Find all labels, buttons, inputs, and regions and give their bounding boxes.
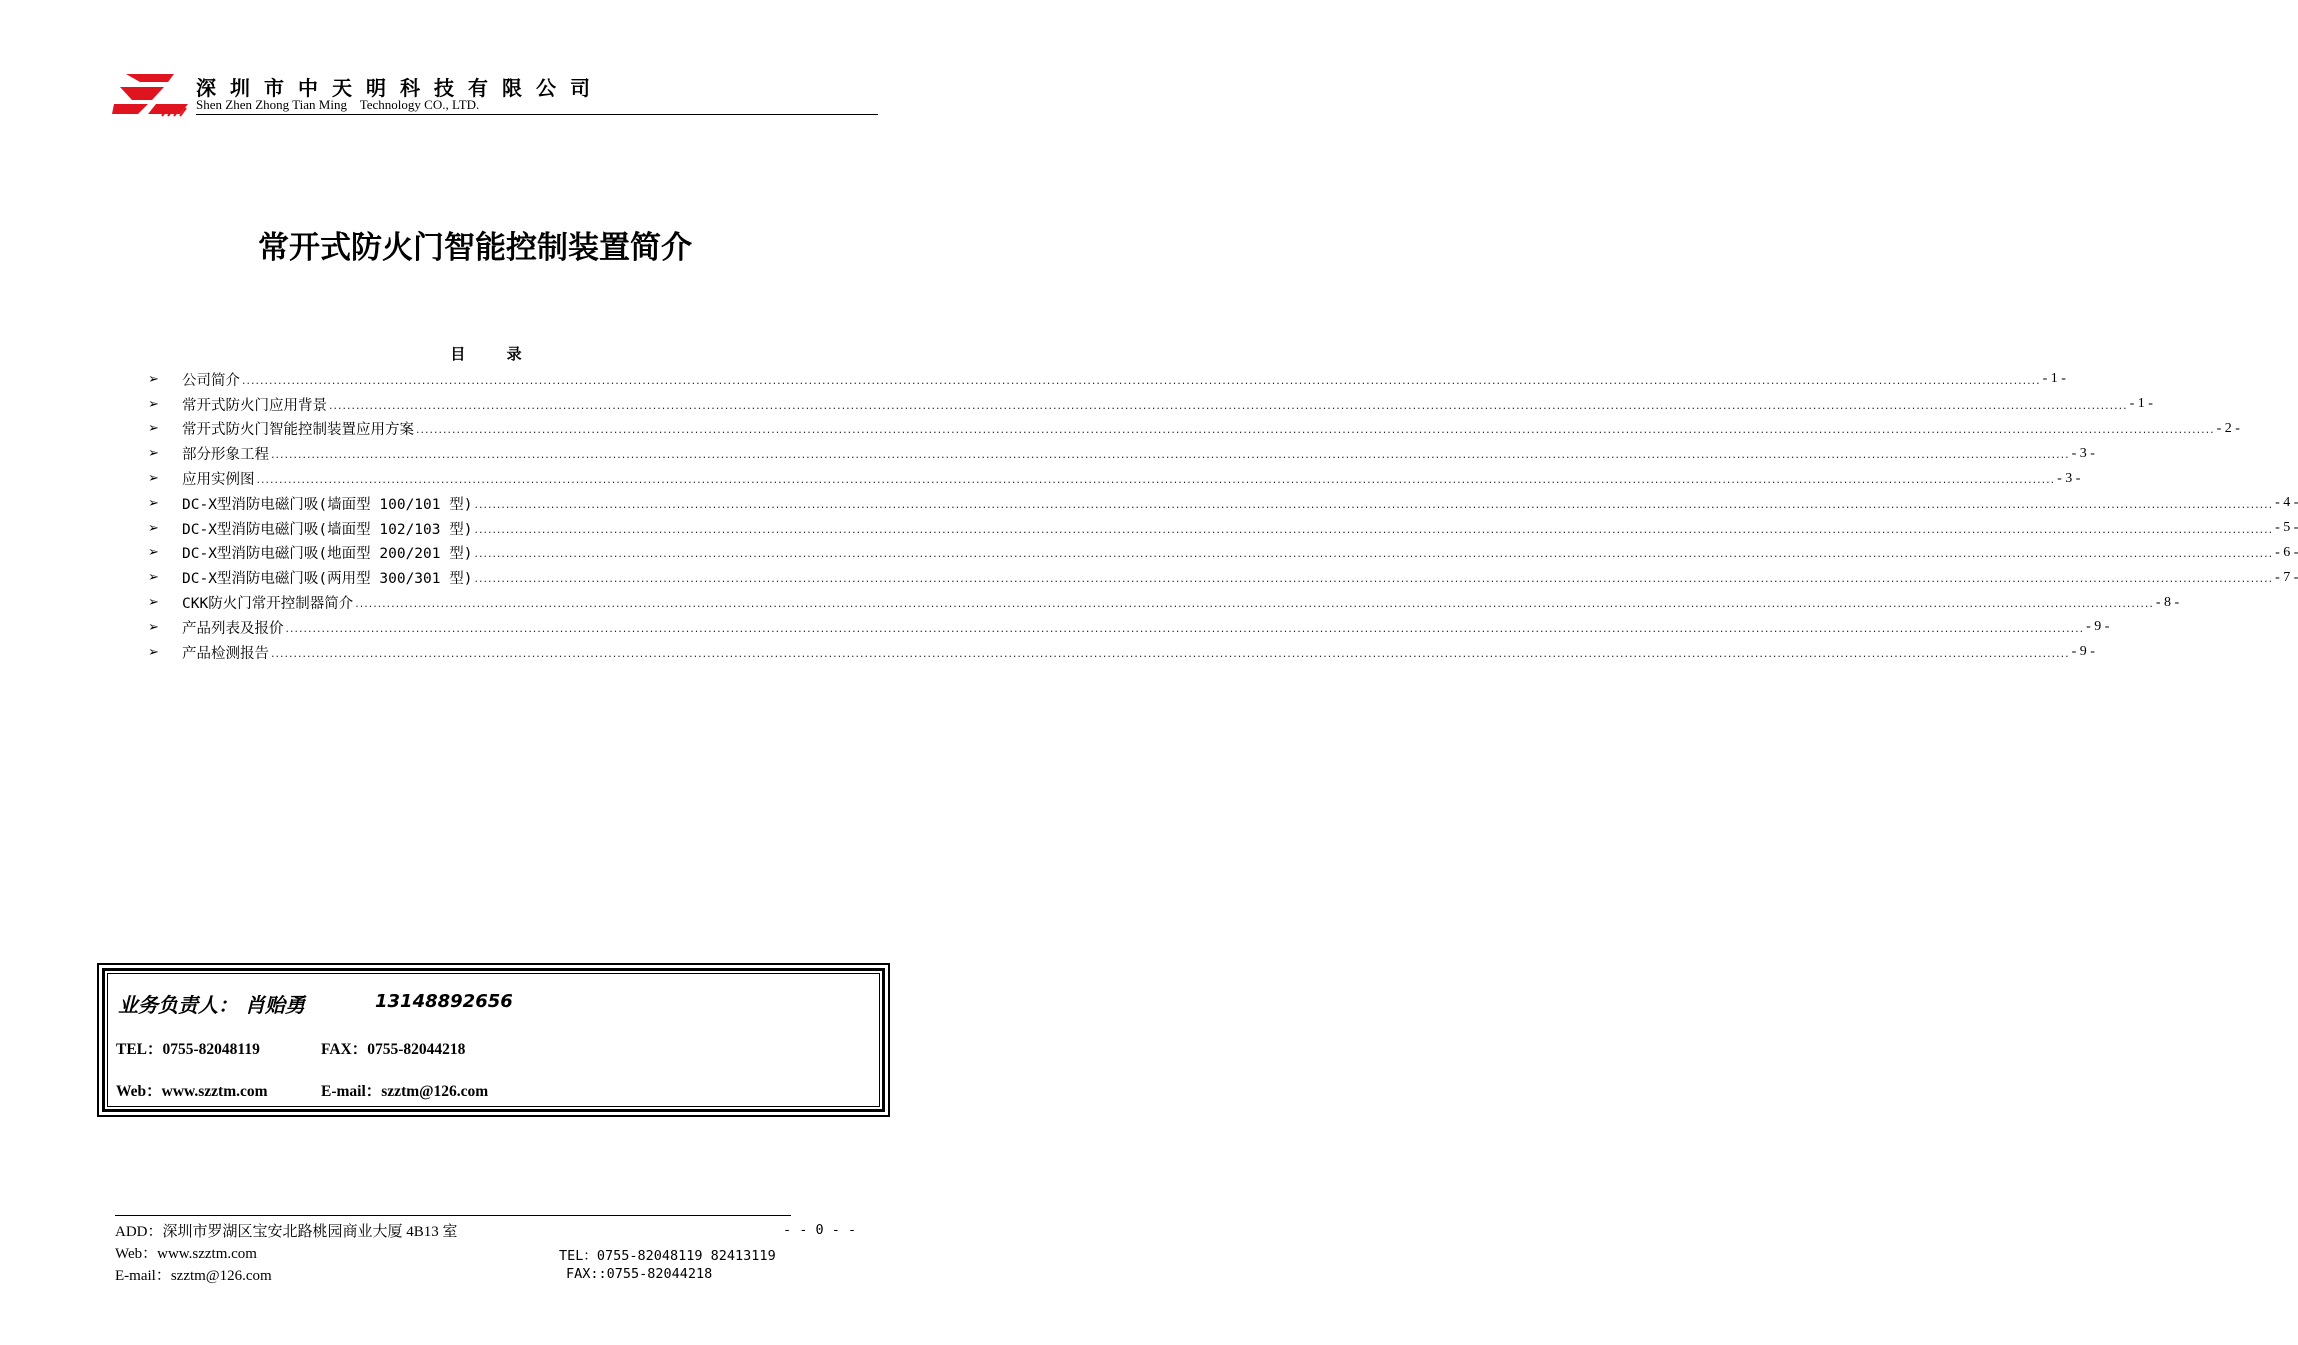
arrow-bullet-icon: ➢ — [148, 446, 159, 462]
arrow-bullet-icon: ➢ — [148, 595, 159, 611]
contact-fax: FAX：0755-82044218 — [321, 1041, 466, 1058]
toc-entry[interactable] — [148, 491, 2298, 516]
toc-entry-page: - 9 - — [2086, 619, 2110, 635]
toc-dot-leader: ................................................................................................................................................................................................................................................................................................................................................................................................................ — [256, 472, 2056, 486]
arrow-bullet-icon: ➢ — [148, 520, 159, 536]
arrow-bullet-icon: ➢ — [148, 421, 159, 437]
toc-dot-leader: ................................................................................................................................................................................................................................................................................................................................................................................................................ — [474, 572, 2274, 586]
toc-entry-page: - 5 - — [2275, 520, 2298, 536]
toc-entry-label: DC-X型消防电磁门吸(墙面型 102/103 型) — [182, 521, 473, 538]
toc-entry-label: DC-X型消防电磁门吸(两用型 300/301 型) — [182, 571, 473, 588]
toc-entry[interactable] — [148, 466, 2081, 491]
toc-entry-label: 产品列表及报价 — [182, 620, 284, 637]
toc-entry[interactable] — [148, 441, 2095, 466]
header-divider — [196, 114, 878, 115]
toc-entry-label: DC-X型消防电磁门吸(地面型 200/201 型) — [182, 546, 473, 563]
toc-dot-leader: ................................................................................................................................................................................................................................................................................................................................................................................................................ — [329, 398, 2128, 412]
company-name-en: Shen Zhen Zhong Tian Ming Technology CO., LTD. — [196, 97, 480, 112]
toc-entry-page: - 6 - — [2275, 544, 2298, 560]
footer-page-number: - - 0 - - — [783, 1222, 857, 1238]
toc-dot-leader: ................................................................................................................................................................................................................................................................................................................................................................................................................ — [271, 448, 2070, 462]
footer-web[interactable]: Web：www.szztm.com — [115, 1246, 257, 1262]
toc-entry[interactable] — [148, 640, 2095, 665]
arrow-bullet-icon: ➢ — [148, 471, 159, 487]
toc-entry-page: - 2 - — [2216, 420, 2240, 436]
contact-tel: TEL：0755-82048119 — [116, 1041, 260, 1058]
toc-dot-leader: ................................................................................................................................................................................................................................................................................................................................................................................................................ — [474, 522, 2274, 536]
toc-dot-leader: ................................................................................................................................................................................................................................................................................................................................................................................................................ — [285, 621, 2085, 635]
toc-entry[interactable] — [148, 417, 2240, 442]
arrow-bullet-icon: ➢ — [148, 545, 159, 561]
toc-entry[interactable] — [148, 541, 2298, 566]
company-logo — [112, 70, 190, 118]
toc-entry-label: 产品检测报告 — [182, 645, 269, 662]
toc-dot-leader: ................................................................................................................................................................................................................................................................................................................................................................................................................ — [271, 646, 2070, 660]
footer-tel: TEL：0755-82048119 82413119 — [559, 1248, 776, 1264]
contact-web[interactable]: Web：www.szztm.com — [116, 1083, 268, 1100]
toc-entry-page: - 9 - — [2071, 644, 2095, 660]
footer-fax: FAX::0755-82044218 — [566, 1266, 713, 1282]
toc-entry-label: CKK防火门常开控制器简介 — [182, 596, 354, 613]
toc-entry-page: - 3 - — [2057, 470, 2081, 486]
arrow-bullet-icon: ➢ — [148, 495, 159, 511]
toc-entry[interactable] — [148, 590, 2180, 615]
contact-email[interactable]: E-mail：szztm@126.com — [321, 1083, 489, 1100]
toc-dot-leader: ................................................................................................................................................................................................................................................................................................................................................................................................................ — [474, 497, 2274, 511]
sales-manager: 业务负责人： 肖贻勇 — [118, 993, 305, 1017]
toc-entry[interactable] — [148, 615, 2110, 640]
toc-entry-page: - 8 - — [2155, 594, 2180, 610]
toc-entry-page: - 3 - — [2071, 445, 2095, 461]
footer-email[interactable]: E-mail：szztm@126.com — [115, 1268, 272, 1284]
sales-phone: 13148892656 — [375, 991, 513, 1012]
toc-entry[interactable] — [148, 565, 2298, 590]
arrow-bullet-icon: ➢ — [148, 644, 159, 660]
document-title: 常开式防火门智能控制装置简介 — [258, 230, 692, 266]
toc-dot-leader: ................................................................................................................................................................................................................................................................................................................................................................................................................ — [474, 547, 2274, 561]
toc-entry-page: - 7 - — [2275, 569, 2298, 585]
toc-heading: 目 录 — [450, 345, 540, 363]
toc-entry-label: DC-X型消防电磁门吸(墙面型 100/101 型) — [182, 496, 473, 513]
toc-entry[interactable] — [148, 516, 2298, 541]
toc-entry-page: - 1 - — [2042, 371, 2066, 387]
toc-entry-label: 应用实例图 — [182, 472, 255, 489]
arrow-bullet-icon: ➢ — [148, 396, 159, 412]
toc-dot-leader: ................................................................................................................................................................................................................................................................................................................................................................................................................ — [242, 373, 2041, 387]
table-of-contents — [148, 367, 2298, 665]
toc-dot-leader: ................................................................................................................................................................................................................................................................................................................................................................................................................ — [355, 596, 2154, 610]
toc-entry[interactable] — [148, 367, 2066, 392]
toc-entry-page: - 4 - — [2275, 495, 2298, 511]
toc-entry-label: 常开式防火门应用背景 — [182, 397, 327, 414]
toc-entry-label: 常开式防火门智能控制装置应用方案 — [182, 422, 414, 439]
arrow-bullet-icon: ➢ — [148, 371, 159, 387]
toc-entry-label: 公司简介 — [182, 372, 240, 389]
toc-dot-leader: ................................................................................................................................................................................................................................................................................................................................................................................................................ — [416, 423, 2215, 437]
toc-entry-label: 部分形象工程 — [182, 447, 269, 464]
company-name-cn: 深圳市中天明科技有限公司 — [196, 76, 604, 100]
arrow-bullet-icon: ➢ — [148, 570, 159, 586]
arrow-bullet-icon: ➢ — [148, 619, 159, 635]
toc-entry[interactable] — [148, 392, 2153, 417]
footer-divider — [115, 1215, 791, 1216]
toc-entry-page: - 1 - — [2129, 396, 2153, 412]
footer-address: ADD：深圳市罗湖区宝安北路桃园商业大厦 4B13 室 — [115, 1224, 458, 1240]
